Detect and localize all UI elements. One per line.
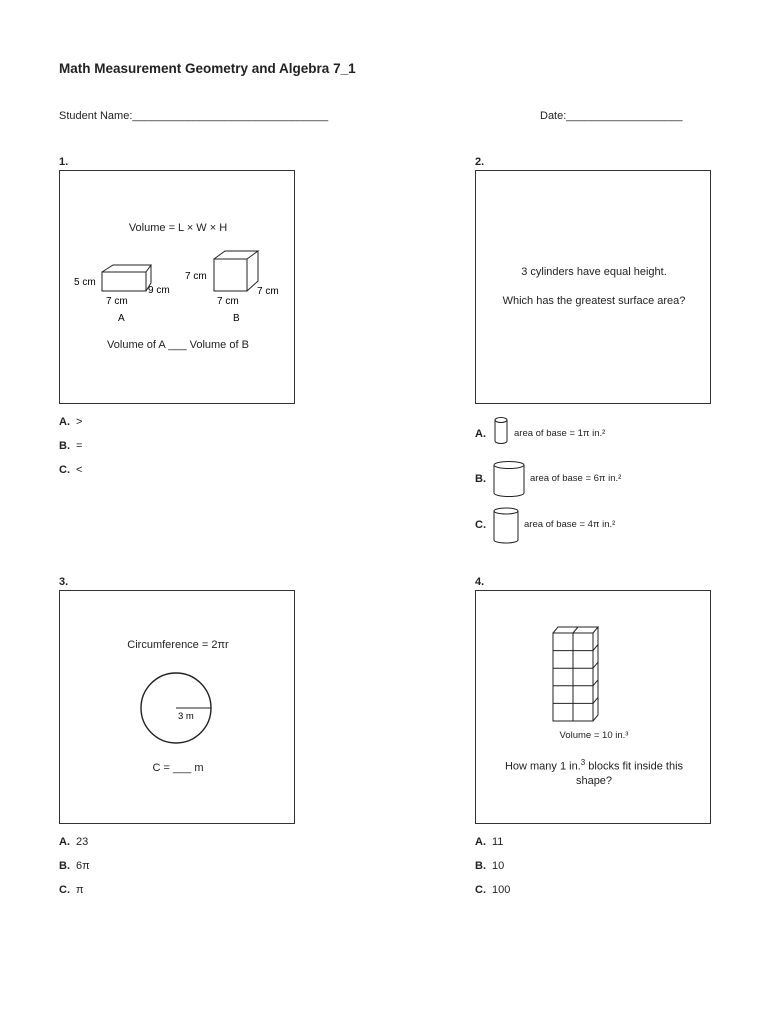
q3-circle-figure xyxy=(136,669,216,749)
q3-option-b[interactable] xyxy=(59,860,90,872)
q3-formula: Circumference = 2πr xyxy=(127,639,229,651)
prism-b-height: 7 cm xyxy=(185,271,207,282)
q4-volume-label: Volume = 10 in.³ xyxy=(559,730,629,741)
q4-option-b[interactable] xyxy=(475,860,504,872)
option-letter: C. xyxy=(59,464,70,476)
q2-option-b-text: area of base = 6π in.² xyxy=(530,473,622,484)
prism-b-depth: 7 cm xyxy=(257,286,279,297)
option-text: > xyxy=(76,416,83,428)
q4-prompt-part-2: blocks fit inside this shape? xyxy=(575,760,684,787)
option-text: < xyxy=(76,464,83,476)
prism-a-width: 7 cm xyxy=(106,296,128,307)
option-letter: C. xyxy=(475,884,486,896)
q3-option-c[interactable] xyxy=(59,884,84,896)
prism-b-width: 7 cm xyxy=(217,296,239,307)
worksheet-title: Math Measurement Geometry and Algebra 7_1 xyxy=(59,61,356,76)
option-text: 23 xyxy=(76,836,89,848)
option-letter: B. xyxy=(475,860,486,872)
q3-option-a[interactable] xyxy=(59,836,88,848)
q2-option-a[interactable] xyxy=(475,428,492,440)
q2-option-c-text: area of base = 4π in.² xyxy=(524,519,616,530)
option-text: 6π xyxy=(76,860,90,872)
prism-a-height: 5 cm xyxy=(74,277,96,288)
option-letter: A. xyxy=(59,836,70,848)
option-letter: B. xyxy=(59,440,70,452)
prism-a xyxy=(102,265,151,291)
q1-prompt: Volume of A ___ Volume of B xyxy=(107,339,249,351)
prism-a-label: A xyxy=(118,313,125,324)
q2-option-b[interactable] xyxy=(475,473,492,485)
question-1-box xyxy=(59,170,295,404)
question-4-number: 4. xyxy=(475,576,485,588)
option-text: 11 xyxy=(492,836,504,848)
student-name-field[interactable]: Student Name:________________________________ xyxy=(59,110,329,122)
q2-option-c[interactable] xyxy=(475,519,492,531)
option-letter: C. xyxy=(59,884,70,896)
option-text: 10 xyxy=(492,860,505,872)
question-3-number: 3. xyxy=(59,576,69,588)
option-letter: B. xyxy=(59,860,70,872)
question-4-box xyxy=(475,590,711,824)
q1-formula: Volume = L × W × H xyxy=(128,222,228,234)
prism-a-depth: 9 cm xyxy=(148,285,170,296)
cylinder-a-icon xyxy=(492,416,512,446)
cylinder-b-icon xyxy=(491,460,527,500)
option-letter: A. xyxy=(59,416,70,428)
q2-text-1: 3 cylinders have equal height. xyxy=(521,266,667,278)
option-text: π xyxy=(76,884,84,896)
q4-prompt xyxy=(490,756,698,788)
q1-option-c[interactable] xyxy=(59,464,82,476)
cylinder-c-icon xyxy=(491,506,521,546)
option-text: = xyxy=(76,440,83,452)
option-text: 100 xyxy=(492,884,511,896)
q2-text-2: Which has the greatest surface area? xyxy=(502,295,686,307)
q3-prompt: C = ___ m xyxy=(152,762,204,774)
date-field[interactable]: Date:___________________ xyxy=(540,110,683,122)
prism-b-label: B xyxy=(233,313,240,324)
question-2-number: 2. xyxy=(475,156,485,168)
q4-prompt-exponent: 3 xyxy=(580,758,586,767)
prism-b xyxy=(214,251,258,291)
q4-prompt-part-1: How many 1 in. xyxy=(504,760,581,773)
q1-option-b[interactable] xyxy=(59,440,82,452)
q4-block-figure xyxy=(548,624,608,724)
question-1-number: 1. xyxy=(59,156,69,168)
radius-label: 3 m xyxy=(178,711,194,722)
option-letter: C. xyxy=(475,519,486,531)
question-2-box xyxy=(475,170,711,404)
option-letter: B. xyxy=(475,473,486,485)
q2-option-a-text: area of base = 1π in.² xyxy=(514,428,606,439)
option-letter: A. xyxy=(475,428,486,440)
option-letter: A. xyxy=(475,836,486,848)
q1-option-a[interactable] xyxy=(59,416,82,428)
q1-prisms-figure xyxy=(60,241,296,331)
question-3-box xyxy=(59,590,295,824)
q4-option-c[interactable] xyxy=(475,884,510,896)
q4-option-a[interactable] xyxy=(475,836,503,848)
